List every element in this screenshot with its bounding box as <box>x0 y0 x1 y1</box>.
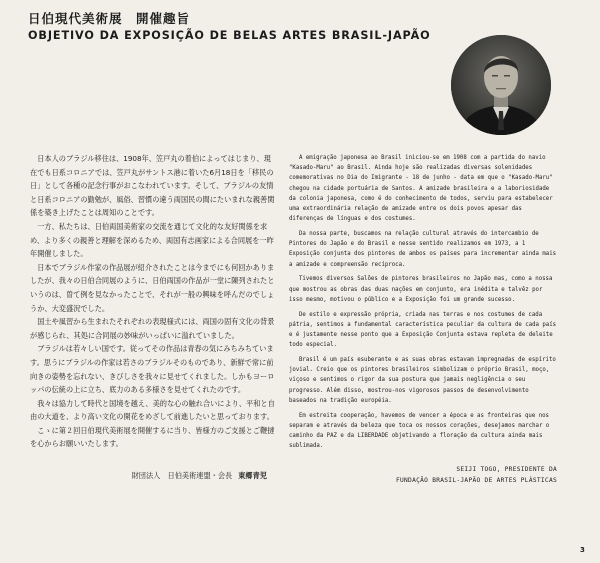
jp-paragraph: 日本人のブラジル移住は、1908年、笠戸丸の着伯によってはじまり、現在でも日系コロニアでは、笠戸丸がサントス港に着いた6月18日を「移民の日」として各種の記念行事がおこなわれています。そして、ブラジルの友情と日系コロニアの勤勉が、風俗、習慣の違う両国民の間にたいまれな親善関係を築き上げたことは周知のことです。 <box>30 154 275 218</box>
page-number: 3 <box>580 546 585 554</box>
pt-paragraph: De estilo e expressão própria, criada nas terras e nos costumes de cada pátria, sentimos a fundamental característica peculiar da cultura de cada país e é justamente nesse ponto que a Exposição Conjunta estava repleta de deleite todo especial. <box>289 311 557 349</box>
jp-paragraph: ブラジルは若々しい国です。従ってその作品は青春の気にみちみちています。思うにブラジルの作家は若さのブラジルそのものであり、新鮮で常に前向きの姿勢を忘れない、きびしさを我々に見せてくれました。しかもヨーロッパの伝統の上に立ち、底力のある多様さを見せてくれたのです。 <box>30 344 275 395</box>
jp-paragraph: こゝに第２回日伯現代美術展を開催するに当り、皆様方のご支援とご鞭撻を心からお願いいたします。 <box>30 425 275 449</box>
jp-signature-name: 東郷青児 <box>238 471 267 481</box>
pt-paragraph: A emigração japonesa ao Brasil iniciou-se em 1908 com a partida do navio "Kasado-Maru" ao Brasil. Ainda hoje são realizadas diversas solenidades comemorativas no Dia do Imigrante - 18 de junho - data em que o "Kasado-Maru" chegou na cidade portuária de Santos. A amizade brasileira e a laboriosidade da colonia japonesa, como é do conhecimento de todos, serviu para estabelecer uma extraordinária relação de amizade entre os dois povos apesar das diferenças de línguas e dos costumes. <box>289 155 553 223</box>
pt-paragraph: Brasil é um país esuberante e as suas obras estavam impregnadas de espírito jovial. Creio que os pintores brasileiros simbolizam o próprio Brasil, moço, viçoso e sentimos o rigor da sua postura que jamais negligência o seu progresso. Além disso, mostrou-nos vigorosos passos de desenvolvimento baseados na tradição européia. <box>289 357 556 404</box>
portrait-photo <box>451 35 551 135</box>
pt-paragraph: Da nossa parte, buscamos na relação cultural através do intercambio de Pintores do Japão e do Brasil e nesse sentido realizamos em 1973, a 1 Exposição conjunta dos pintores de ambos os países para incrementar ainda mais a amizade e compreensão recíproca. <box>289 231 557 268</box>
pt-signature-line-2: FUNDAÇÃO BRASIL-JAPÃO DE ARTES PLÁSTICAS <box>395 476 557 484</box>
page-title-japanese: 日伯現代美術展 開催趣旨 <box>28 11 191 26</box>
jp-paragraph: 国土や風習から生まれたそれぞれの表現様式には、両国の固有文化の背景が感じられ、其処に合同展の妙味がいっぱいに溢れていました。 <box>30 317 275 340</box>
portuguese-text-column <box>289 153 557 486</box>
japanese-text-column <box>30 152 275 483</box>
jp-paragraph: 我々は協力して時代と国境を越え、美的な心の触れ合いにより、平和と自由の大道を、より高い文化の開花をめざして前進したいと思っております。 <box>30 398 275 422</box>
jp-paragraph: 一方、私たちは、日伯両国美術家の交流を通じて文化的な友好関係を求め、より多くの親善と理解を深めるため、両国有志画家による合同展を一昨年開催しました。 <box>30 221 274 259</box>
pt-paragraph: Em estreita cooperação, havemos de vencer a época e as fronteiras que nos separam e através da beleza que toca os nossos corações, desejamos marchar o caminho da PAZ e da LIBERDADE objetivando a floração da cultura ainda mais sublimada. <box>289 412 550 450</box>
jp-signature <box>30 469 275 483</box>
pt-paragraph: Tivemos diversos Salões de pintores brasileiros no Japão mas, como a nossa que mostrou as obras das duas nações em conjunto, era inédita e talvêz por isso mesmo, motivou o público e a Exposição foi um grande sucesso. <box>289 276 553 303</box>
jp-paragraph: 日本でブラジル作家の作品展が紹介されたことは今までにも何回かありましたが、我々の日伯合同展のように、日伯両国の作品が一堂に陳列されたというのは、曽て例を見なかったことで、それが一般の興味を呼んだのでしょうか、大変盛況でした。 <box>30 262 275 313</box>
page-title-portuguese: OBJETIVO DA EXPOSIÇÃO DE BELAS ARTES BRASIL-JAPÃO <box>28 29 431 42</box>
pt-signature-line-1: SEIJI TOGO, PRESIDENTE DA <box>456 466 557 474</box>
jp-signature-org: 財団法人 日伯美術連盟・会長 <box>131 471 233 481</box>
